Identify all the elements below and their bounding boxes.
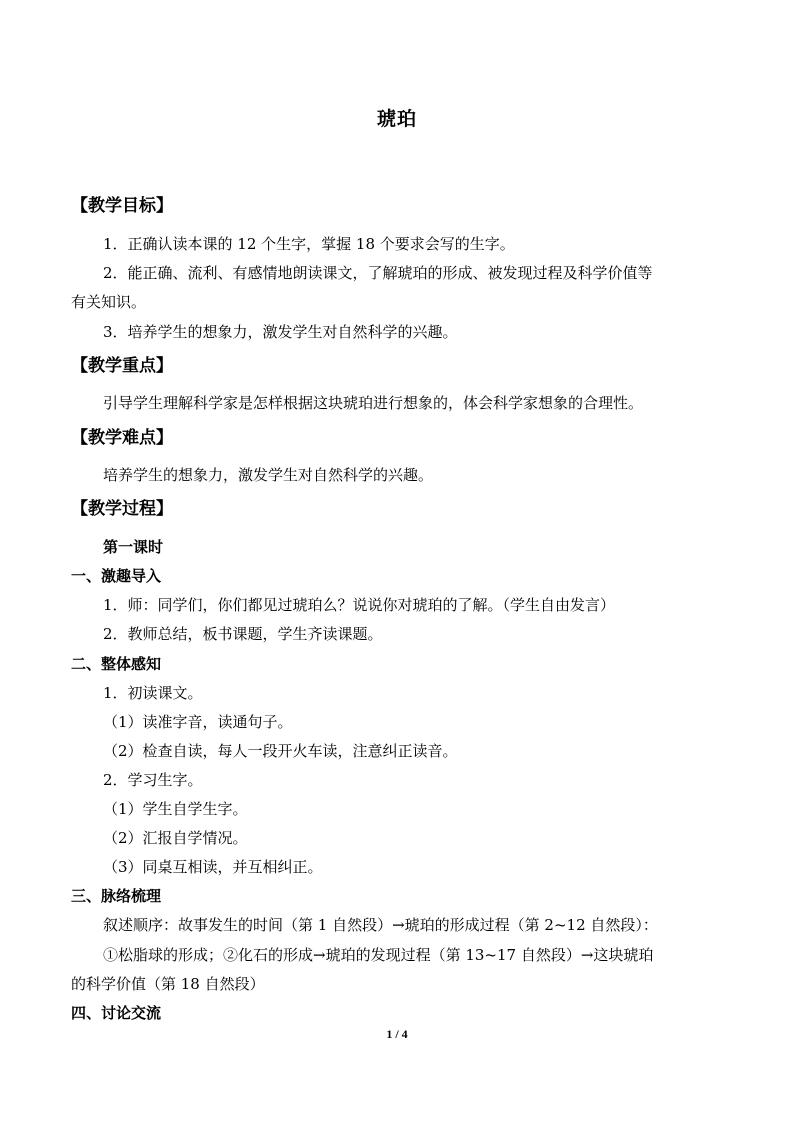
list-item: （1）读准字音，读通句子。 [103,713,293,731]
page-title: 琥珀 [376,108,417,130]
list-item: 2．教师总结，板书课题，学生齐读课题。 [103,625,383,643]
page-number: 1 / 4 [386,1027,408,1041]
list-item: （2）汇报自学情况。 [103,829,248,847]
paragraph-line: ①松脂球的形成；②化石的形成→琥珀的发现过程（第 13~17 自然段）→这块琥珀 [103,946,654,964]
objective-item: 1．正确认读本课的 12 个生字，掌握 18 个要求会写的生字。 [103,235,515,253]
part-heading-structure: 三、脉络梳理 [71,887,162,905]
part-heading-intro: 一、激趣导入 [71,567,162,585]
list-item: 1．初读课文。 [103,684,203,702]
list-item: （3）同桌互相读，并互相纠正。 [103,858,323,876]
list-item: （1）学生自学生字。 [103,800,248,818]
paragraph-line: 叙述顺序：故事发生的时间（第 1 自然段）→琥珀的形成过程（第 2~12 自然段）： [103,916,658,934]
list-item: 1．师：同学们，你们都见过琥珀么？说说你对琥珀的了解。（学生自由发言） [103,596,616,614]
part-heading-discussion: 四、讨论交流 [71,1004,162,1022]
objective-item: 3．培养学生的想象力，激发学生对自然科学的兴趣。 [103,323,458,341]
lesson-heading: 第一课时 [103,538,164,556]
paragraph-line: 的科学价值（第 18 自然段） [71,975,265,993]
section-heading-difficulties: 【教学难点】 [71,428,173,448]
difficulties-text: 培养学生的想象力，激发学生对自然科学的兴趣。 [103,466,434,484]
part-heading-overview: 二、整体感知 [71,655,162,673]
section-heading-process: 【教学过程】 [71,499,173,519]
objective-item-continuation: 有关知识。 [71,293,147,311]
list-item: （2）检查自读，每人一段开火车读，注意纠正读音。 [103,742,458,760]
objective-item: 2．能正确、流利、有感情地朗读课文，了解琥珀的形成、被发现过程及科学价值等 [103,264,653,282]
section-heading-objectives: 【教学目标】 [71,196,173,216]
list-item: 2．学习生字。 [103,771,203,789]
section-heading-key-points: 【教学重点】 [71,356,173,376]
key-points-text: 引导学生理解科学家是怎样根据这块琥珀进行想象的，体会科学家想象的合理性。 [103,394,644,412]
